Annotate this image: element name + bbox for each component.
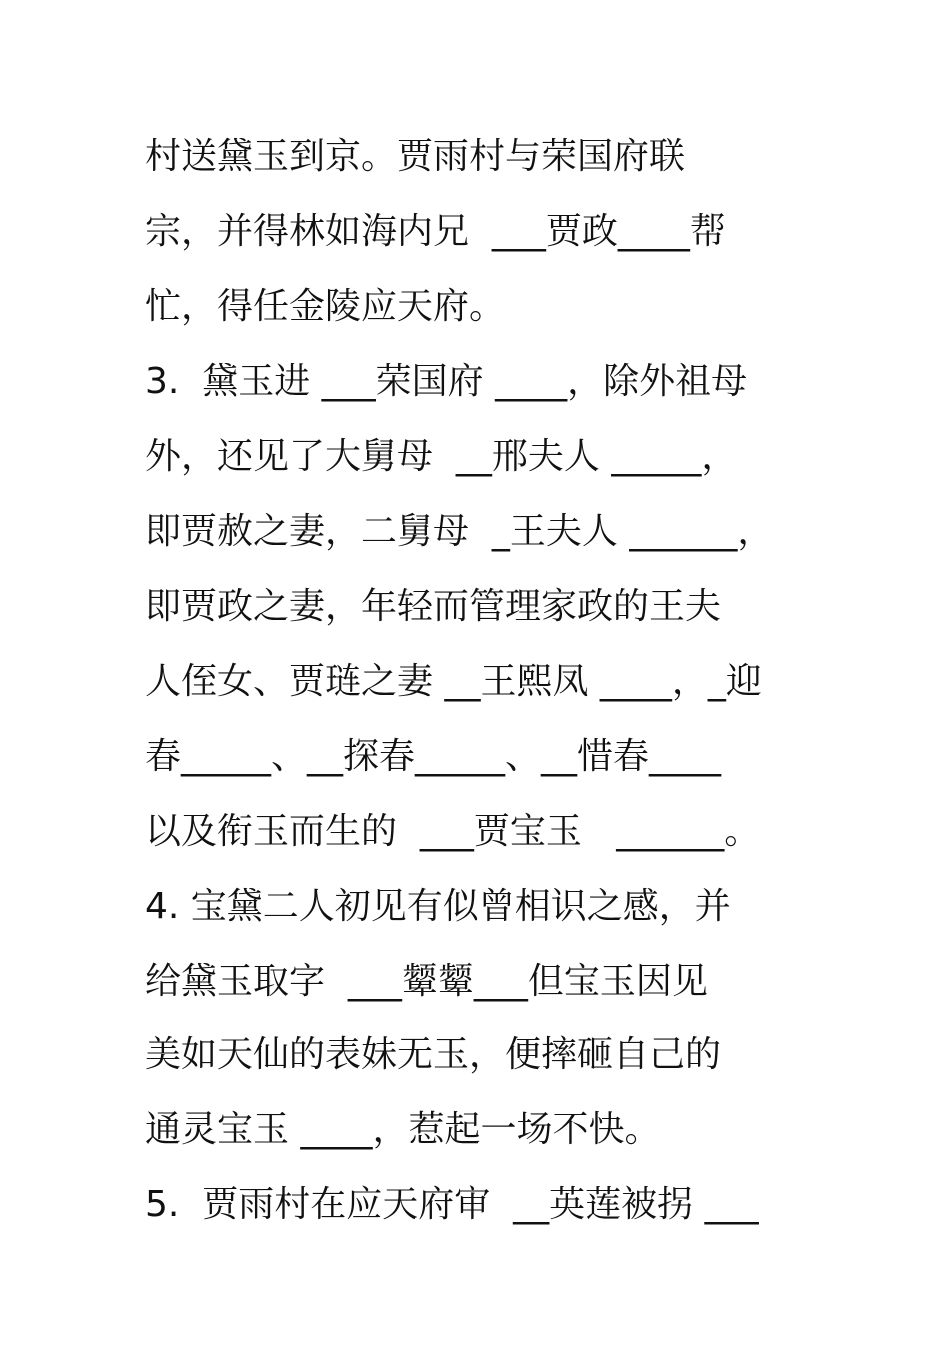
text-line: 即贾赦之妻，二舅母 _王夫人 ______， xyxy=(145,511,774,552)
text-line: 忙，得任金陵应天府。 xyxy=(145,286,506,327)
text-line: 人侄女、贾琏之妻 __王熙凤 ____，_迎 xyxy=(145,661,762,702)
text-line: 3. 黛玉进 ___荣国府 ____，除外祖母 xyxy=(145,361,748,402)
text-line: 通灵宝玉 ____，惹起一场不快。 xyxy=(145,1109,661,1150)
text-line: 5. 贾雨村在应天府审 __英莲被拐 ___ xyxy=(145,1184,759,1225)
text-line: 春_____、__探春_____、__惜春____ xyxy=(145,736,722,777)
text-line: 给黛玉取字 ___颦颦___但宝玉因见 xyxy=(145,961,708,1002)
text-line: 即贾政之妻，年轻而管理家政的王夫 xyxy=(145,586,722,627)
text-line: 村送黛玉到京。贾雨村与荣国府联 xyxy=(145,136,686,177)
text-line: 以及衔玉而生的 ___贾宝玉 ______。 xyxy=(145,811,761,852)
text-line: 宗，并得林如海内兄 ___贾政____帮 xyxy=(145,211,726,252)
text-line: 美如天仙的表妹无玉，便摔砸自己的 xyxy=(145,1034,722,1075)
text-line: 4. 宝黛二人初见有似曾相识之感，并 xyxy=(145,886,731,927)
text-line: 外，还见了大舅母 __邢夫人 _____， xyxy=(145,436,738,477)
